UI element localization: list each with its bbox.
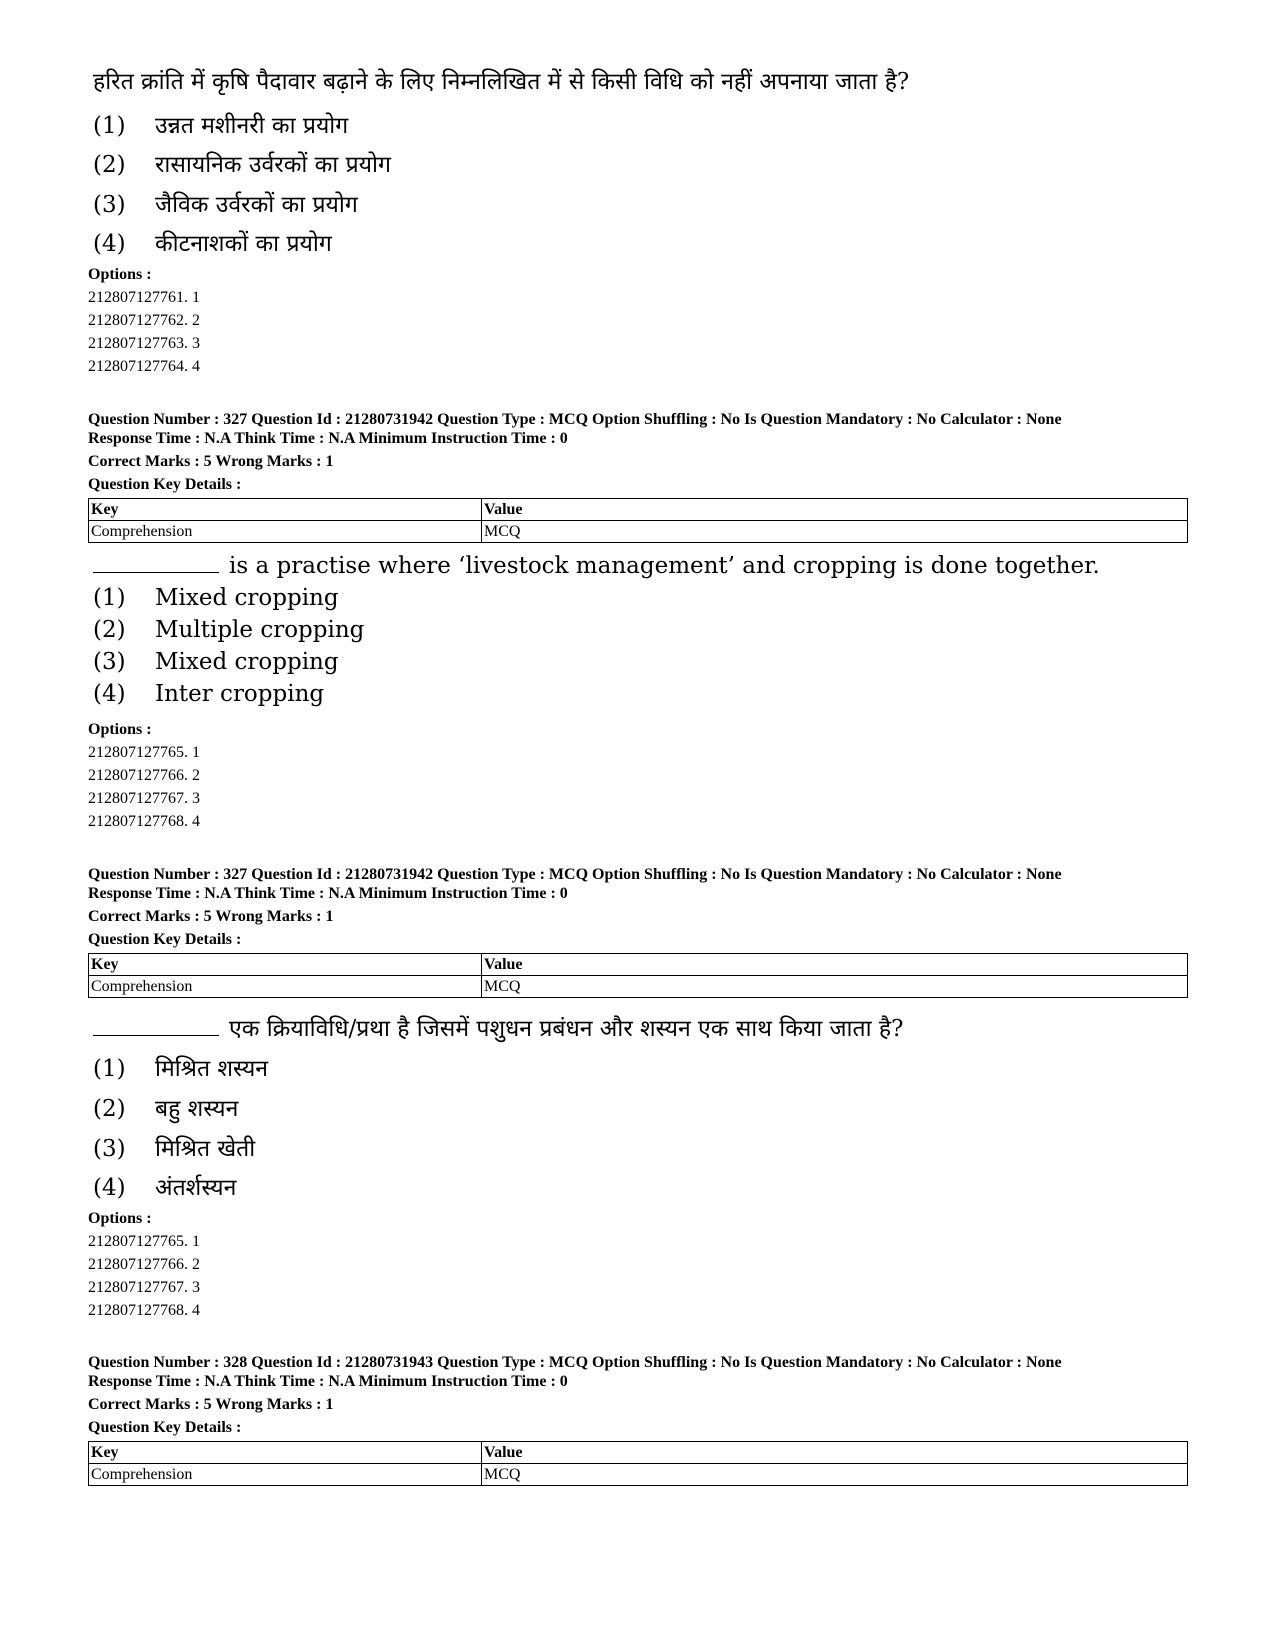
- option-id: 212807127767. 3: [88, 790, 200, 807]
- key-details-label: Question Key Details :: [88, 931, 242, 948]
- table-row: [89, 1442, 1188, 1464]
- choice-text: कीटनाशकों का प्रयोग: [155, 231, 332, 257]
- choice-3-1: [93, 1051, 268, 1083]
- choice-text: बहु शस्यन: [155, 1096, 239, 1122]
- table-cell: Comprehension: [89, 521, 482, 543]
- option-id: 212807127761. 1: [88, 289, 200, 306]
- choice-2-3: [93, 649, 339, 675]
- choice-3-2: [93, 1091, 238, 1123]
- choice-text: रासायनिक उर्वरकों का प्रयोग: [155, 152, 391, 178]
- choice-number: (1): [93, 1056, 126, 1082]
- option-id: 212807127762. 2: [88, 312, 200, 329]
- choice-number: (1): [93, 585, 126, 611]
- table-row: [89, 521, 1188, 543]
- choice-3-4: [93, 1170, 236, 1202]
- marks-line: Correct Marks : 5 Wrong Marks : 1: [88, 908, 334, 925]
- choice-2-2: [93, 617, 364, 643]
- table-row: [89, 1464, 1188, 1486]
- choice-number: (2): [93, 152, 126, 178]
- choice-2-1: [93, 585, 339, 611]
- question-text-1: हरित क्रांति में कृषि पैदावार बढ़ाने के लिए निम्नलिखित में से किसी विधि को नहीं अपनाया जाता है?: [93, 69, 910, 95]
- option-id: 212807127765. 1: [88, 744, 200, 761]
- question-text-3: [93, 1011, 903, 1043]
- table-cell: MCQ: [482, 521, 1188, 543]
- question-meta-line: Question Number : 327 Question Id : 21280731942 Question Type : MCQ Option Shuffling : No Is Question Mandatory : No Calculator : None: [88, 866, 1062, 883]
- choice-text: जैविक उर्वरकों का प्रयोग: [155, 192, 358, 218]
- choice-number: (1): [93, 113, 126, 139]
- choice-text: मिश्रित शस्यन: [155, 1056, 269, 1082]
- table-header-key: Key: [89, 499, 482, 521]
- key-details-label: Question Key Details :: [88, 1419, 242, 1436]
- option-id: 212807127767. 3: [88, 1279, 200, 1296]
- key-details-table: [88, 1441, 1188, 1486]
- option-id: 212807127766. 2: [88, 1256, 200, 1273]
- table-cell: MCQ: [482, 1464, 1188, 1486]
- options-label-1: Options :: [88, 266, 152, 283]
- choice-1-1: [93, 108, 348, 140]
- table-cell: Comprehension: [89, 1464, 482, 1486]
- choice-text: Multiple cropping: [155, 617, 365, 643]
- choice-number: (4): [93, 231, 126, 257]
- option-id: 212807127768. 4: [88, 1302, 200, 1319]
- question-text-2: [93, 553, 1100, 579]
- table-row: [89, 976, 1188, 998]
- marks-line: Correct Marks : 5 Wrong Marks : 1: [88, 453, 334, 470]
- choice-1-4: [93, 226, 332, 258]
- marks-line: Correct Marks : 5 Wrong Marks : 1: [88, 1396, 334, 1413]
- option-id: 212807127766. 2: [88, 767, 200, 784]
- choice-text: Inter cropping: [155, 681, 325, 707]
- table-row: [89, 954, 1188, 976]
- choice-text: उन्नत मशीनरी का प्रयोग: [155, 113, 349, 139]
- table-cell: Comprehension: [89, 976, 482, 998]
- question-text: एक क्रियाविधि/प्रथा है जिसमें पशुधन प्रबंधन और शस्यन एक साथ किया जाता है?: [229, 1016, 904, 1042]
- question-meta-line: Question Number : 328 Question Id : 21280731943 Question Type : MCQ Option Shuffling : No Is Question Mandatory : No Calculator : None: [88, 1354, 1062, 1371]
- choice-text: मिश्रित खेती: [155, 1136, 256, 1162]
- choice-1-2: [93, 147, 391, 179]
- response-time-line: Response Time : N.A Think Time : N.A Minimum Instruction Time : 0: [88, 885, 568, 902]
- choice-text: Mixed cropping: [155, 585, 339, 611]
- choice-number: (2): [93, 617, 126, 643]
- choice-number: (3): [93, 1136, 126, 1162]
- key-details-table: [88, 953, 1188, 998]
- table-header-value: Value: [482, 1442, 1188, 1464]
- choice-number: (3): [93, 192, 126, 218]
- key-details-table: [88, 498, 1188, 543]
- choice-2-4: [93, 681, 324, 707]
- option-id: 212807127768. 4: [88, 813, 200, 830]
- question-meta-line: Question Number : 327 Question Id : 21280731942 Question Type : MCQ Option Shuffling : No Is Question Mandatory : No Calculator : None: [88, 411, 1062, 428]
- key-details-label: Question Key Details :: [88, 476, 242, 493]
- option-id: 212807127764. 4: [88, 358, 200, 375]
- table-cell: MCQ: [482, 976, 1188, 998]
- choice-number: (2): [93, 1096, 126, 1122]
- table-header-key: Key: [89, 954, 482, 976]
- options-label-3: Options :: [88, 1210, 152, 1227]
- choice-text: अंतर्शस्यन: [155, 1175, 237, 1201]
- choice-number: (4): [93, 1175, 126, 1201]
- table-header-value: Value: [482, 954, 1188, 976]
- choice-1-3: [93, 187, 358, 219]
- question-text: is a practise where ‘livestock management’ and cropping is done together.: [229, 553, 1100, 579]
- choice-text: Mixed cropping: [155, 649, 339, 675]
- answer-blank: [93, 571, 219, 573]
- choice-number: (4): [93, 681, 126, 707]
- table-header-key: Key: [89, 1442, 482, 1464]
- option-id: 212807127763. 3: [88, 335, 200, 352]
- options-label-2: Options :: [88, 721, 152, 738]
- choice-3-3: [93, 1131, 255, 1163]
- table-row: [89, 499, 1188, 521]
- table-header-value: Value: [482, 499, 1188, 521]
- response-time-line: Response Time : N.A Think Time : N.A Minimum Instruction Time : 0: [88, 430, 568, 447]
- choice-number: (3): [93, 649, 126, 675]
- option-id: 212807127765. 1: [88, 1233, 200, 1250]
- answer-blank: [93, 1034, 219, 1036]
- response-time-line: Response Time : N.A Think Time : N.A Minimum Instruction Time : 0: [88, 1373, 568, 1390]
